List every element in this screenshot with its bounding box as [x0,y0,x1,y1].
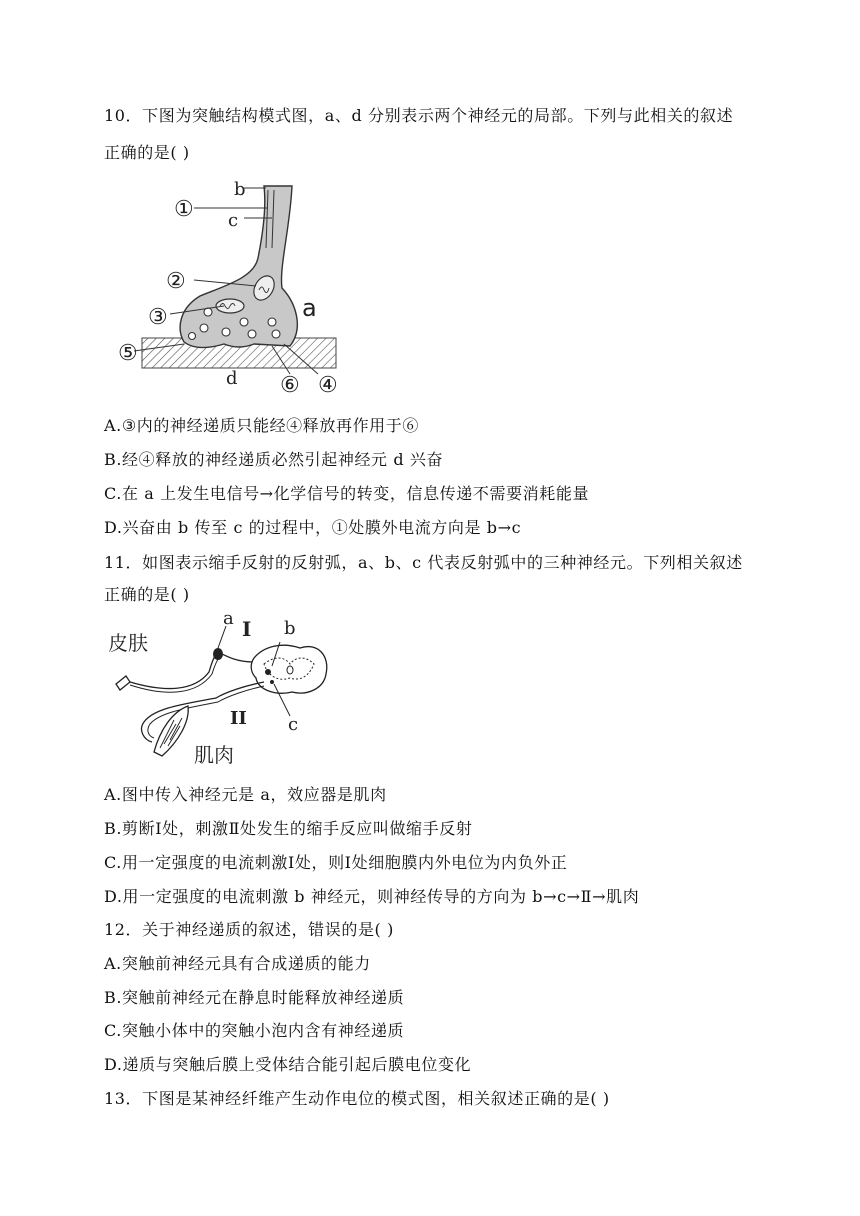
reflex-arc-figure [104,612,344,772]
label-c: c [288,714,299,735]
q10-stem-line2: 正确的是( ) [104,143,190,162]
q12-option-c: C.突触小体中的突触小泡内含有神经递质 [104,1021,405,1040]
marker-3: ③ [148,305,168,330]
q12-option-d: D.递质与突触后膜上受体结合能引起后膜电位变化 [104,1055,472,1074]
label-a: a [223,612,234,629]
q10-option-c: C.在 a 上发生电信号→化学信号的转变，信息传递不需要消耗能量 [104,484,590,503]
neuron-a-cell-body [213,648,223,660]
label-muscle: 肌肉 [194,743,234,767]
label-skin: 皮肤 [108,631,148,655]
presynaptic-terminal [180,186,297,348]
synapse-figure [104,178,354,398]
marker-5: ⑤ [118,341,138,366]
q12-option-b: B.突触前神经元在静息时能释放神经递质 [104,988,405,1007]
q12-option-a: A.突触前神经元具有合成递质的能力 [104,954,371,973]
q11-stem-line1: 11．如图表示缩手反射的反射弧，a、b、c 代表反射弧中的三种神经元。下列相关叙述 [104,553,743,572]
marker-2: ② [166,269,186,294]
marker-4: ④ [318,373,338,398]
q11-option-d: D.用一定强度的电流刺激 b 神经元，则神经传导的方向为 b→c→Ⅱ→肌肉 [104,887,640,906]
q10-option-b: B.经④释放的神经递质必然引起神经元 d 兴奋 [104,450,444,469]
label-c: c [228,210,239,231]
label-roman-1: I [242,617,252,641]
marker-1: ① [174,197,194,222]
label-d: d [226,368,238,389]
label-b: b [234,179,246,200]
label-b: b [284,618,296,639]
q11-option-b: B.剪断Ⅰ处，刺激Ⅱ处发生的缩手反应叫做缩手反射 [104,819,473,838]
muscle [154,706,188,756]
q11-stem-line2: 正确的是( ) [104,585,190,604]
q10-option-a: A.③内的神经递质只能经④释放再作用于⑥ [104,416,419,435]
q10-option-d: D.兴奋由 b 传至 c 的过程中，①处膜外电流方向是 b→c [104,518,522,537]
q11-option-c: C.用一定强度的电流刺激Ⅰ处，则Ⅰ处细胞膜内外电位为内负外正 [104,853,568,872]
label-a: a [302,294,317,322]
q13-stem: 13．下图是某神经纤维产生动作电位的模式图，相关叙述正确的是( ) [104,1089,610,1108]
skin-receptor [116,676,130,690]
q12-stem: 12．关于神经递质的叙述，错误的是( ) [104,920,394,939]
marker-6: ⑥ [280,373,300,398]
label-roman-2: II [230,708,247,729]
q10-stem-line1: 10．下图为突触结构模式图，a、d 分别表示两个神经元的局部。下列与此相关的叙述 [104,106,734,125]
q11-option-a: A.图中传入神经元是 a，效应器是肌肉 [104,785,387,804]
